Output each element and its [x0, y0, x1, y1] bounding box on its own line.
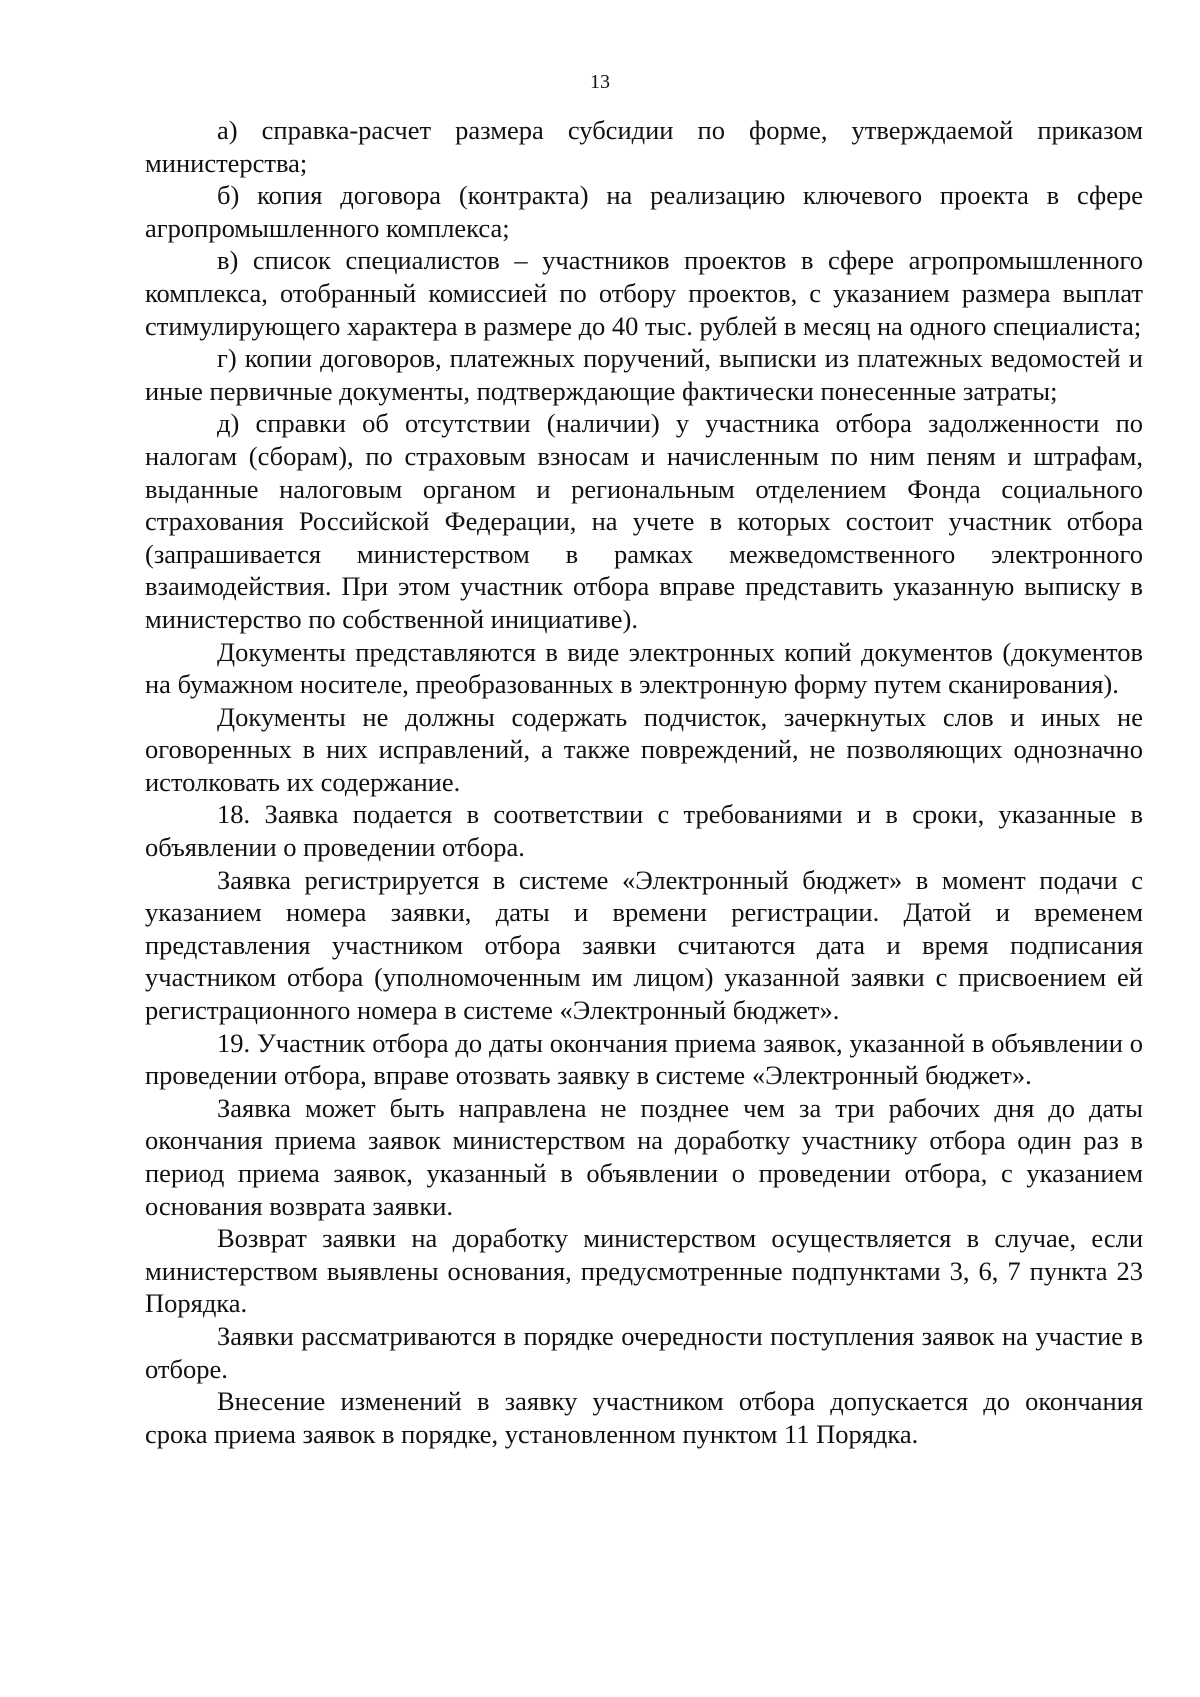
paragraph-18-submission: 18. Заявка подается в соответствии с требованиями и в сроки, указанные в объявлении о проведении отбора. — [145, 799, 1143, 863]
paragraph-registration: Заявка регистрируется в системе «Электронный бюджет» в момент подачи с указанием номера заявки, даты и времени регистрации. Датой и временем представления участником отбора заявки считаются дата и время подписания участником отбора (уполномоченным им лицом) указанной заявки с присвоением ей регистрационного номера в системе «Электронный бюджет». — [145, 864, 1143, 1026]
paragraph-no-corrections: Документы не должны содержать подчисток, зачеркнутых слов и иных не оговоренных в них исправлений, а также повреждений, не позволяющих однозначно истолковать их содержание. — [145, 701, 1143, 797]
paragraph-electronic-copies: Документы представляются в виде электронных копий документов (документов на бумажном носителе, преобразованных в электронную форму путем сканирования). — [145, 636, 1143, 700]
document-body — [145, 114, 1143, 1450]
paragraph-v-specialists-list: в) список специалистов – участников проектов в сфере агропромышленного комплекса, отобранный комиссией по отбору проектов, с указанием размера выплат стимулирующего характера в размере до 40 тыс. рублей в месяц на одного специалиста; — [145, 245, 1143, 341]
paragraph-b-contract-copy: б) копия договора (контракта) на реализацию ключевого проекта в сфере агропромышленного комплекса; — [145, 180, 1143, 243]
paragraph-d-debt-certificates: д) справки об отсутствии (наличии) у участника отбора задолженности по налогам (сборам), по страховым взносам и начисленным по ним пеням и штрафам, выданные налоговым органом и региональным отделением Фонда социального страхования Российской Федерации, на учете в которых состоит участник отбора (запрашивается министерством в рамках межведомственного электронного взаимодействия. При этом участник отбора вправе представить указанную выписку в министерство по собственной инициативе). — [145, 408, 1143, 634]
paragraph-return-grounds: Возврат заявки на доработку министерством осуществляется в случае, если министерством выявлены основания, предусмотренные подпунктами 3, 6, 7 пункта 23 Порядка. — [145, 1223, 1143, 1319]
paragraph-return-for-revision: Заявка может быть направлена не позднее чем за три рабочих дня до даты окончания приема заявок министерством на доработку участнику отбора один раз в период приема заявок, указанный в объявлении о проведении отбора, с указанием основания возврата заявки. — [145, 1092, 1143, 1221]
paragraph-19-withdrawal: 19. Участник отбора до даты окончания приема заявок, указанной в объявлении о проведении отбора, вправе отозвать заявку в системе «Электронный бюджет». — [145, 1027, 1143, 1091]
paragraph-g-payment-documents: г) копии договоров, платежных поручений, выписки из платежных ведомостей и иные первичные документы, подтверждающие фактически понесенные затраты; — [145, 343, 1143, 406]
paragraph-amendments: Внесение изменений в заявку участником отбора допускается до окончания срока приема заявок в порядке, установленном пунктом 11 Порядка. — [145, 1386, 1143, 1449]
paragraph-a-calculation: а) справка-расчет размера субсидии по форме, утверждаемой приказом министерства; — [145, 115, 1143, 178]
page-number: 13 — [590, 71, 610, 93]
paragraph-review-order: Заявки рассматриваются в порядке очередности поступления заявок на участие в отборе. — [145, 1320, 1143, 1384]
